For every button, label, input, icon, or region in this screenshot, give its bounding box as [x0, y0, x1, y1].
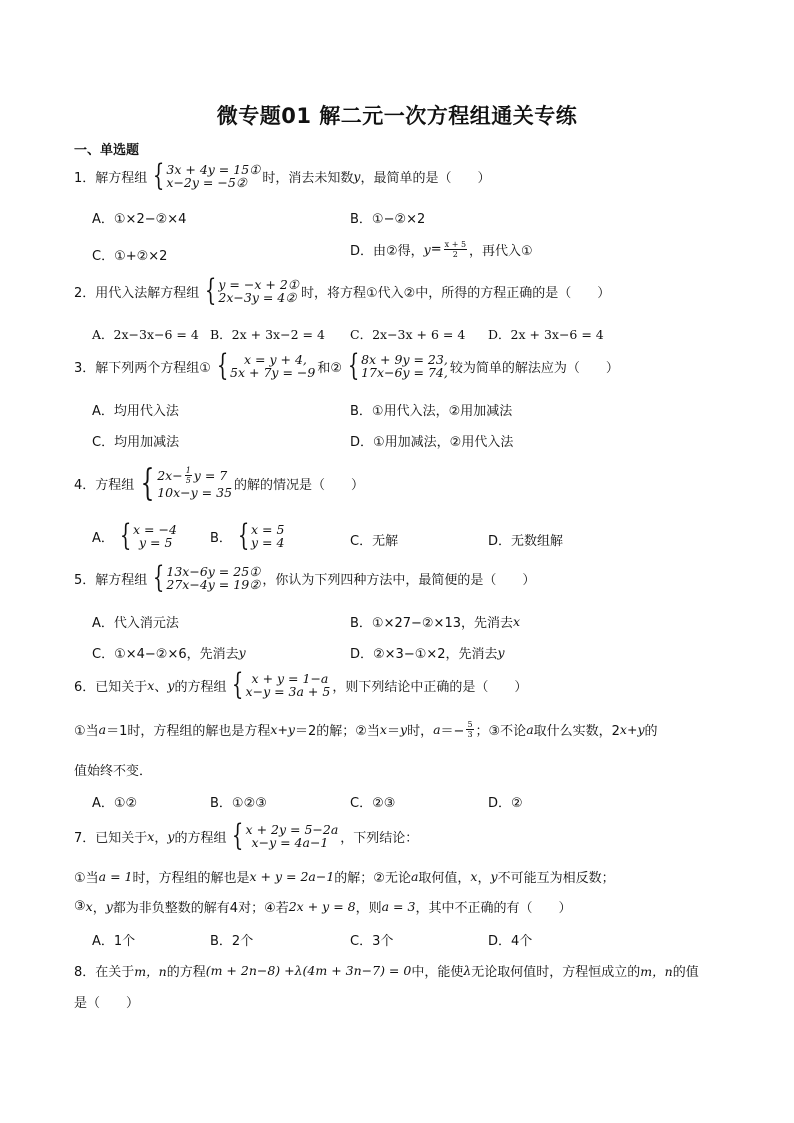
option-a[interactable]: A．2x−3x−6 = 4 — [92, 327, 199, 342]
question-number: 6． — [74, 679, 96, 695]
question-2-stem — [74, 273, 611, 308]
question-text: 的方程组 — [174, 679, 227, 695]
equation-line: 17x−6y = 74, — [361, 365, 448, 380]
question-text: 在关于 — [95, 965, 135, 980]
statement-text: ①当 — [74, 724, 99, 739]
option-c[interactable]: C．均用加减法 — [92, 435, 180, 450]
equation-line: x = −4 — [133, 522, 177, 537]
question-5-stem — [74, 560, 536, 595]
statement-text: ，其中不正确的有（ ） — [415, 901, 572, 916]
question-text: ，最简单的是（ ） — [360, 170, 491, 186]
question-number: 1． — [74, 170, 96, 186]
statement-text: 的解；②无论 — [334, 871, 411, 886]
math-expr: a = 3 — [381, 899, 416, 914]
equation-system — [228, 667, 331, 702]
math-var: y — [400, 722, 408, 737]
statement-text: ＝2的解；②当 — [294, 724, 380, 739]
statement-text: 时， — [407, 724, 434, 739]
option-c[interactable] — [92, 643, 246, 662]
equation-line: 27x−4y = 19② — [166, 577, 261, 592]
question-text: 无论取何值时，方程恒成立的 — [471, 965, 641, 980]
question-3-stem — [74, 348, 619, 383]
statement-text: ， — [477, 871, 491, 886]
math-expr: x+y — [619, 722, 645, 737]
fraction — [466, 720, 473, 739]
math-expr: a = 1 — [98, 869, 133, 884]
question-text: 的方程组 — [174, 830, 227, 846]
option-d[interactable]: D．② — [488, 796, 523, 811]
fraction-numerator: 5 — [467, 720, 473, 729]
option-text: D．由②得， — [350, 244, 424, 259]
option-c[interactable]: C．①+②×2 — [92, 249, 168, 264]
equation-line: x−2y = −5② — [166, 175, 247, 190]
math-var: y — [238, 645, 246, 660]
fraction-denominator: 2 — [452, 250, 458, 259]
statement-text: ＝1时，方程组的解也是方程 — [106, 724, 271, 739]
brace-icon: { — [216, 348, 229, 383]
section-heading: 一、单选题 — [74, 143, 140, 158]
statement-text: 取什么实数，2 — [533, 724, 620, 739]
equation-system — [344, 348, 448, 383]
statement-text: 取何值， — [418, 871, 471, 886]
statement-text: 的 — [644, 724, 658, 739]
option-text: ，再代入① — [469, 244, 533, 259]
math-var: x — [147, 677, 155, 693]
question-text: ，则下列结论中正确的是（ ） — [332, 679, 528, 695]
math-var: m，n — [134, 963, 167, 979]
fraction-numerator: x + 5 — [444, 240, 467, 249]
math-var: x — [470, 869, 478, 884]
equation-line: x + y = 1−a — [251, 671, 329, 686]
equation-line: 2x−3y = 4② — [218, 290, 297, 305]
statement-text: ①当 — [74, 871, 99, 886]
question-6-statements-cont: 值始终不变． — [74, 764, 153, 779]
page-title: 微专题01 解二元一次方程组通关专练 — [216, 104, 578, 128]
equation-system — [116, 518, 177, 553]
brace-icon: { — [153, 560, 165, 595]
equation-line: 8x + 9y = 23, — [361, 352, 448, 367]
equation-line — [157, 466, 232, 485]
math-var: y — [353, 168, 361, 184]
option-a[interactable]: A．均用代入法 — [92, 404, 179, 419]
question-number: 7． — [74, 830, 96, 846]
statement-text: 时，方程组的解也是 — [132, 871, 250, 886]
question-6-statements — [74, 720, 658, 739]
brace-icon: { — [347, 348, 360, 383]
option-label: B． — [210, 530, 232, 546]
equation-line: 5x + 7y = −9 — [230, 365, 316, 380]
question-text: 已知关于 — [95, 830, 148, 846]
statement-text: ＝− — [440, 724, 465, 739]
brace-icon: { — [232, 667, 244, 702]
question-text: 的解的情况是（ ） — [234, 478, 365, 493]
statement-text: 都为非负整数的解有4对；④若 — [112, 901, 289, 916]
question-7-stem — [74, 818, 419, 853]
equation-line: 10x−y = 35 — [157, 485, 233, 500]
question-text: ，你认为下列四种方法中，最简便的是（ ） — [262, 572, 536, 588]
equation-system — [149, 158, 261, 193]
equation-system — [234, 518, 285, 553]
math-var: x — [85, 899, 93, 914]
math-var: y — [490, 869, 498, 884]
equation-line: x = y + 4, — [244, 352, 307, 367]
option-b[interactable] — [210, 518, 286, 553]
equation-line: 3x + 4y = 15① — [166, 162, 261, 177]
question-4-stem — [74, 462, 365, 504]
question-text: 的值 — [672, 965, 699, 980]
question-text: 方程组 — [95, 478, 135, 493]
brace-icon: { — [232, 818, 244, 853]
math-var: m，n — [640, 963, 673, 979]
math-var: y — [105, 899, 113, 914]
option-text: C．①×4−②×6，先消去 — [92, 647, 239, 662]
brace-icon: { — [237, 518, 250, 553]
math-expr: x + y = 2a−1 — [249, 869, 335, 884]
question-text: 中，能使 — [411, 965, 464, 980]
statement-text: ， — [92, 901, 106, 916]
question-text: 时，消去未知数 — [262, 170, 354, 186]
option-b[interactable] — [350, 612, 520, 631]
brace-icon: { — [119, 518, 132, 553]
equation-line: y = −x + 2① — [218, 277, 299, 292]
option-d[interactable]: D．2x + 3x−6 = 4 — [488, 327, 604, 342]
question-text: 用代入法解方程组 — [95, 285, 200, 301]
math-var: a — [98, 722, 107, 737]
question-text: 解方程组 — [95, 572, 148, 588]
option-a[interactable]: A．①×2−②×4 — [92, 212, 187, 227]
equation-line: y = 5 — [139, 535, 173, 550]
option-a[interactable]: A．代入消元法 — [92, 616, 179, 631]
equation-line: y = 4 — [251, 535, 285, 550]
math-var: y — [167, 677, 175, 693]
option-b[interactable]: B．①−②×2 — [350, 212, 426, 227]
option-d[interactable]: D．①用加减法，②用代入法 — [350, 435, 514, 450]
fraction-denominator: 5 — [185, 476, 191, 485]
brace-icon: { — [153, 158, 165, 193]
equation-part: 2x− — [157, 467, 183, 483]
question-text: 解下列两个方程组① — [95, 360, 211, 376]
question-text: 、 — [154, 679, 168, 695]
question-6-stem — [74, 667, 528, 702]
math-expr: 2x + y = 8 — [288, 899, 356, 914]
brace-icon: { — [140, 462, 155, 504]
statement-text: ③ — [74, 899, 86, 914]
question-text: ， — [154, 830, 168, 846]
question-1-stem — [74, 158, 491, 193]
option-c[interactable]: C．2x−3x + 6 = 4 — [350, 327, 466, 342]
math-var: x — [513, 614, 521, 629]
option-b[interactable]: B．①用代入法，②用加减法 — [350, 404, 513, 419]
option-d[interactable]: D．4个 — [488, 934, 533, 949]
equation-system — [213, 348, 316, 383]
question-7-statements — [74, 867, 615, 886]
equation-line: x−y = 4a−1 — [251, 835, 329, 850]
equation-system — [228, 818, 339, 853]
question-number: 4． — [74, 478, 96, 493]
equation-part: y = 7 — [193, 467, 228, 483]
equation-line: x−y = 3a + 5 — [245, 684, 331, 699]
question-text: 已知关于 — [95, 679, 148, 695]
option-label: A． — [92, 530, 114, 546]
option-c[interactable]: C．②③ — [350, 796, 396, 811]
fraction — [444, 240, 467, 259]
question-8-stem — [74, 961, 699, 980]
option-b[interactable]: B．①②③ — [210, 796, 267, 811]
question-7-statements-cont — [74, 897, 571, 916]
statement-text: ，则 — [355, 901, 382, 916]
brace-icon: { — [205, 273, 217, 308]
statement-text: 不可能互为相反数； — [497, 871, 615, 886]
option-text: D．②×3−①×2，先消去 — [350, 647, 498, 662]
equation-line: x + 2y = 5−2a — [245, 822, 339, 837]
option-d[interactable] — [350, 240, 533, 259]
math-var: a — [410, 869, 419, 884]
equation-system — [136, 462, 233, 504]
option-d[interactable]: D．无数组解 — [488, 534, 564, 549]
math-var: y — [167, 828, 175, 844]
math-var: y — [423, 242, 431, 257]
math-var: x — [379, 722, 387, 737]
option-a[interactable] — [92, 518, 179, 553]
option-b[interactable]: B．2个 — [210, 934, 254, 949]
statement-text: ；③不论 — [475, 724, 527, 739]
fraction — [185, 466, 192, 485]
math-expr: x+y — [270, 722, 295, 737]
math-var: y — [497, 645, 505, 660]
fraction-denominator: 3 — [467, 730, 473, 739]
question-8-stem-cont: 是（ ） — [74, 996, 140, 1011]
equation-system — [201, 273, 299, 308]
option-text: = — [430, 242, 442, 257]
question-text: 和② — [317, 360, 342, 376]
option-a[interactable]: A．1个 — [92, 934, 136, 949]
question-number: 3． — [74, 360, 96, 376]
option-c[interactable]: C．3个 — [350, 934, 394, 949]
equation-line: x = 5 — [251, 522, 285, 537]
option-text: B．①×27−②×13，先消去 — [350, 616, 513, 631]
option-a[interactable]: A．①② — [92, 796, 138, 811]
question-text: ，下列结论： — [340, 830, 419, 846]
question-number: 8． — [74, 965, 96, 980]
math-var: a — [433, 722, 441, 737]
question-text: 时，将方程①代入②中，所得的方程正确的是（ ） — [300, 285, 611, 301]
fraction-numerator: 1 — [185, 466, 191, 475]
question-text: 解方程组 — [95, 170, 148, 186]
math-expr: (m + 2n−8) +λ(4m + 3n−7) = 0 — [205, 963, 412, 978]
statement-text: ＝ — [386, 724, 400, 739]
math-var: x — [147, 828, 155, 844]
math-var: λ — [463, 963, 472, 978]
math-var: a — [526, 722, 534, 737]
question-text: 较为简单的解法应为（ ） — [449, 360, 619, 376]
question-number: 2． — [74, 285, 96, 301]
option-d[interactable] — [350, 643, 505, 662]
equation-line: 13x−6y = 25① — [166, 564, 261, 579]
option-b[interactable]: B．2x + 3x−2 = 4 — [210, 327, 325, 342]
question-text: 的方程 — [166, 965, 206, 980]
option-c[interactable]: C．无解 — [350, 534, 399, 549]
question-number: 5． — [74, 572, 96, 588]
equation-system — [149, 560, 261, 595]
